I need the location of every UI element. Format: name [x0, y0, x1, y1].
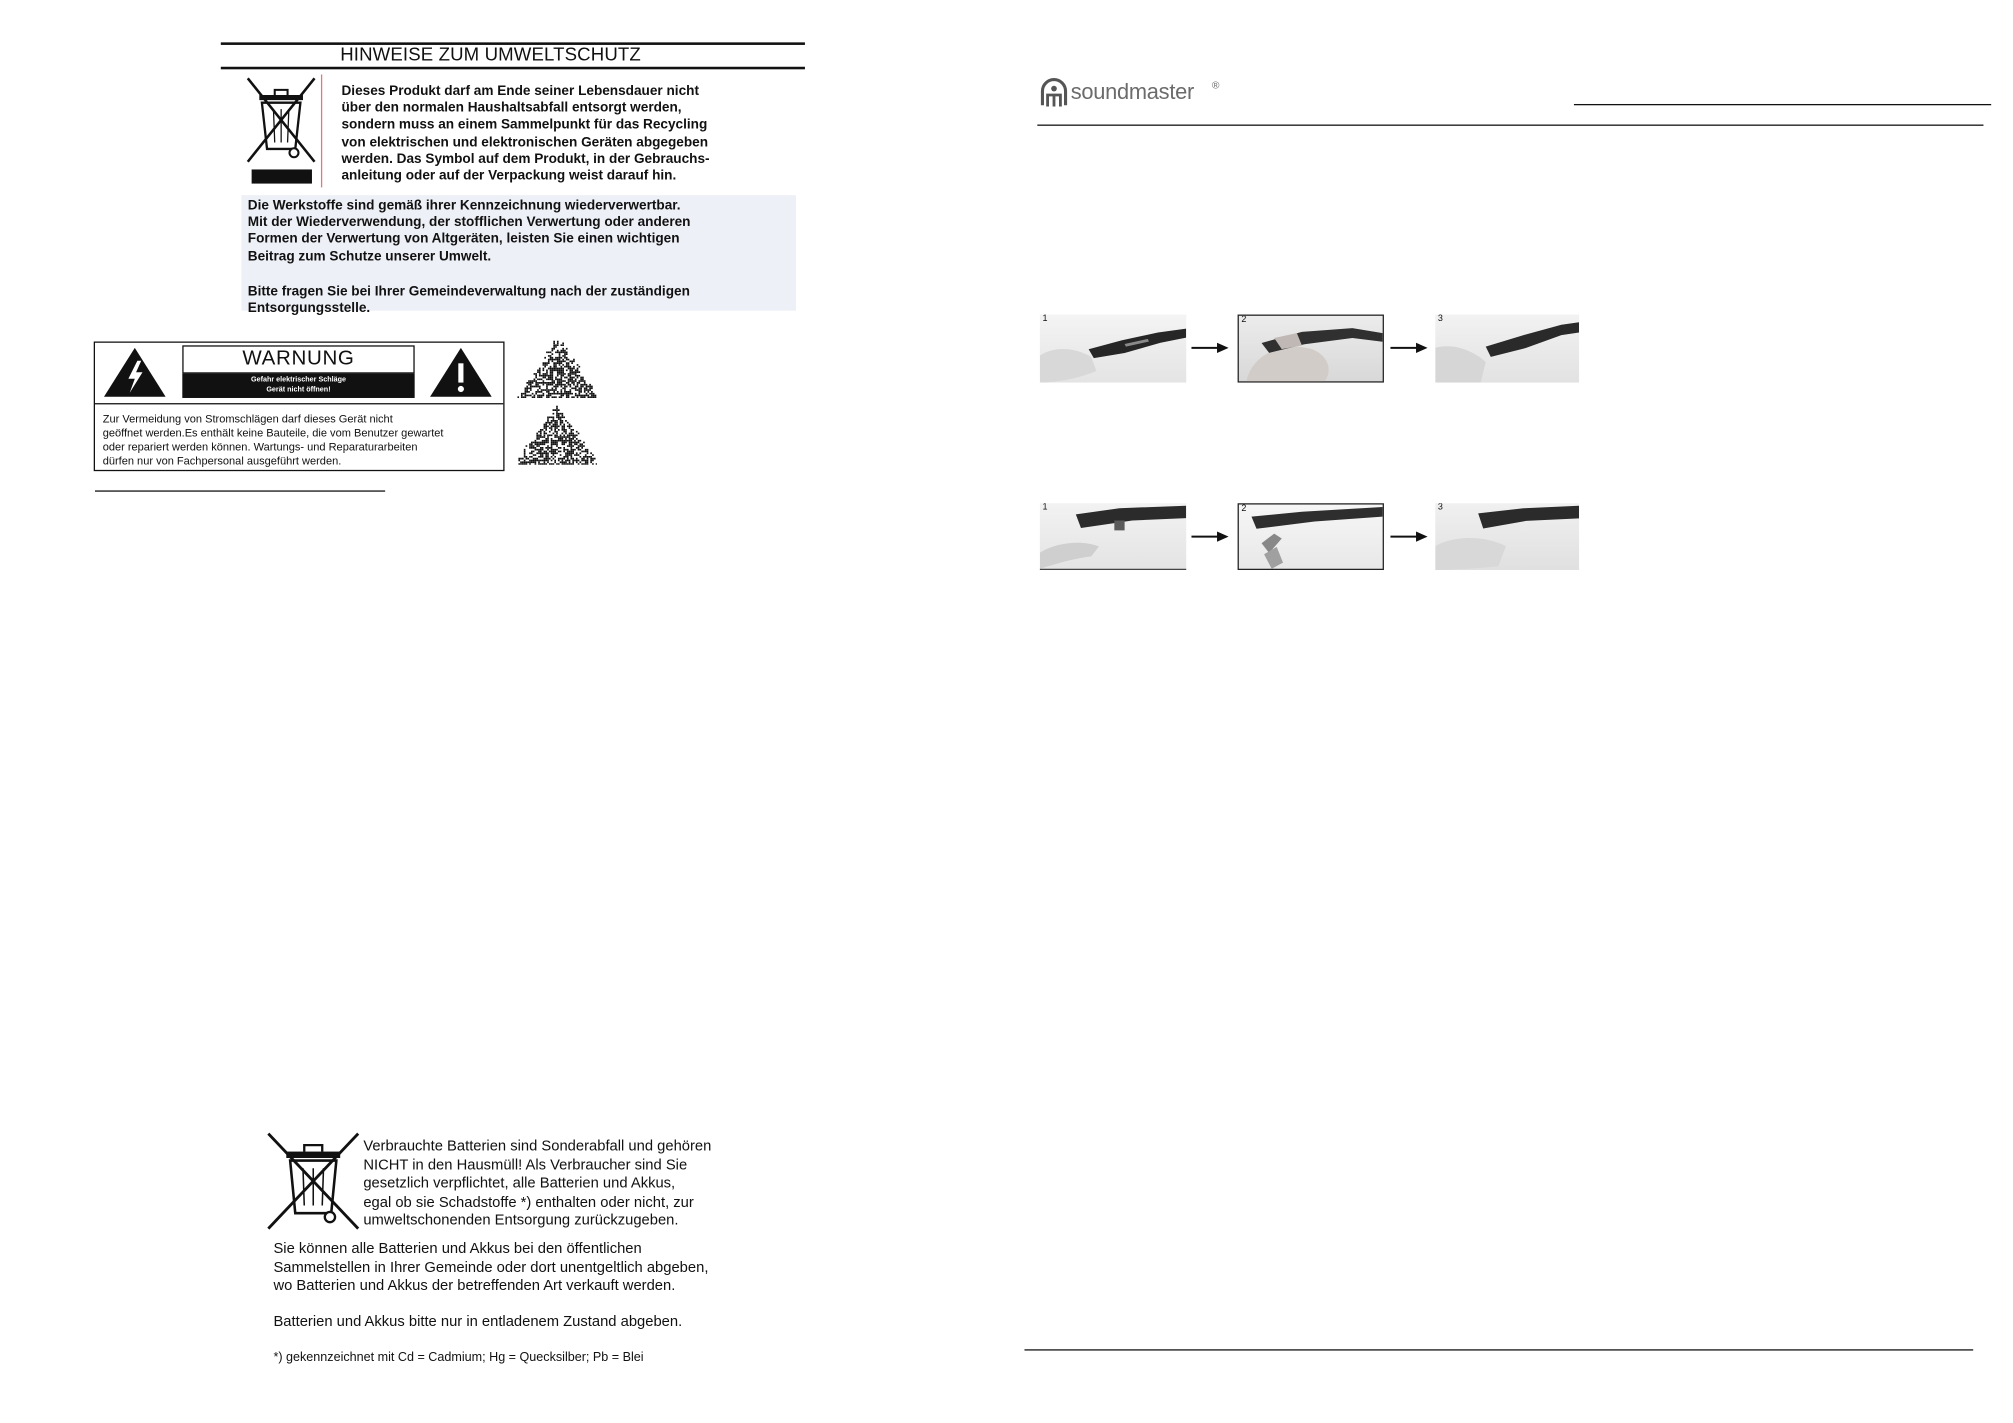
tonearm-shape	[1251, 507, 1382, 529]
warning-body	[103, 412, 444, 468]
battery-intro	[363, 1137, 711, 1230]
brand-logo	[1039, 74, 1232, 110]
step-photo	[1040, 315, 1186, 383]
soundmaster-logo-icon	[1040, 77, 1068, 108]
battery-line: NICHT in den Hausmüll! Als Verbraucher sind Sie	[363, 1157, 688, 1173]
battery-line: gesetzlich verpflichtet, alle Batterien und Akkus,	[363, 1175, 676, 1192]
materials-line: Formen der Verwertung von Altgeräten, leisten Sie einen wichtigen	[247, 231, 680, 248]
tonearm-shape	[1486, 322, 1579, 357]
environment-intro	[341, 83, 709, 185]
arrow-right-icon	[1191, 530, 1230, 543]
hand-shape	[1040, 349, 1096, 383]
tonearm-shape	[1478, 506, 1579, 529]
collection-line: Sammelstellen in Ihrer Gemeinde oder dort unentgeltlich abgeben,	[273, 1260, 709, 1276]
warning-line: geöffnet werden.Es enthält keine Bauteile, die vom Benutzer gewartet	[102, 426, 444, 440]
collection-line: Sie können alle Batterien und Akkus bei den öffentlichen	[273, 1241, 642, 1257]
step-photo	[1435, 315, 1579, 383]
environment-heading: HINWEISE ZUM UMWELTSCHUTZ	[340, 44, 641, 66]
step-number: 3	[1437, 314, 1443, 324]
photo-illustration	[1435, 315, 1579, 383]
intro-line: werden. Das Symbol auf dem Produkt, in der Gebrauchs-	[341, 151, 710, 167]
step-number: 2	[1241, 504, 1247, 514]
warning-line: dürfen nur von Fachpersonal ausgeführt werden.	[102, 454, 342, 468]
photo-illustration	[1040, 315, 1186, 383]
caption-line: Gefahr elektrischer Schläge	[250, 376, 346, 384]
photo-illustration	[1435, 503, 1579, 570]
photo-illustration	[1239, 316, 1383, 381]
intro-line: Dieses Produkt darf am Ende seiner Lebensdauer nicht	[341, 83, 699, 99]
tonearm-shape	[1076, 506, 1186, 528]
heading-bottom-rule	[221, 67, 805, 69]
photo-illustration	[1040, 503, 1186, 568]
speckled-triangle-mark	[515, 406, 597, 465]
crossed-out-bin-icon	[266, 1131, 361, 1231]
collection-line: wo Batterien und Akkus der betreffenden Art verkauft werden.	[273, 1278, 676, 1295]
section-underline	[95, 490, 385, 491]
lightning-triangle-icon	[103, 347, 167, 398]
hand-shape	[1040, 543, 1099, 569]
exclamation-triangle-icon	[429, 347, 493, 398]
materials-line: Beitrag zum Schutze unserer Umwelt.	[247, 248, 492, 264]
warning-divider	[95, 403, 503, 404]
step-number: 3	[1437, 503, 1443, 513]
battery-line: Verbrauchte Batterien sind Sonderabfall und gehören	[363, 1138, 712, 1155]
intro-line: sondern muss an einem Sammelpunkt für das Recycling	[341, 117, 708, 133]
intro-line: anleitung oder auf der Verpackung weist darauf hin.	[341, 168, 677, 184]
battery-line: egal ob sie Schadstoffe *) enthalten oder nicht, zur	[363, 1194, 694, 1210]
speckled-triangle-mark	[517, 339, 597, 398]
weee-black-bar	[252, 169, 312, 183]
speckle-texture	[517, 341, 596, 398]
photo-illustration	[1239, 505, 1383, 569]
hand-shape	[1435, 346, 1485, 382]
step-number: 2	[1241, 315, 1247, 325]
arrow-right-icon	[1390, 530, 1429, 543]
warning-line: Zur Vermeidung von Stromschlägen darf dieses Gerät nicht	[102, 412, 393, 425]
battery-discharge-note: Batterien und Akkus bitte nur in entladenem Zustand abgeben.	[273, 1314, 683, 1331]
step-photo	[1238, 503, 1384, 570]
materials-line: Die Werkstoffe sind gemäß ihrer Kennzeichnung wiederverwertbar.	[247, 197, 681, 214]
stylus-shape	[1264, 547, 1283, 569]
speckle-texture	[518, 406, 597, 465]
battery-line: umweltschonenden Entsorgung zurückzugeben.	[363, 1213, 679, 1229]
battery-collection	[273, 1240, 708, 1296]
crossed-out-bin-icon	[244, 74, 318, 166]
arrow-right-icon	[1191, 341, 1230, 354]
contact-line: Entsorgungsstelle.	[247, 300, 371, 317]
materials-line: Mit der Wiederverwendung, der stofflichen Verwertung oder anderen	[247, 214, 691, 231]
hand-shape	[1246, 347, 1328, 382]
warning-title: WARNUNG	[182, 345, 414, 373]
battery-footnote: *) gekennzeichnet mit Cd = Cadmium; Hg = Quecksilber; Pb = Blei	[273, 1350, 644, 1365]
environment-materials	[248, 198, 691, 266]
brand-name: soundmaster	[1070, 79, 1195, 104]
warning-label	[94, 341, 505, 471]
accent-vertical-rule	[321, 74, 322, 187]
intro-line: von elektrischen und elektronischen Geräten abgegeben	[341, 134, 709, 150]
header-long-rule	[1037, 125, 1983, 126]
registered-mark: ®	[1211, 79, 1220, 92]
arrow-right-icon	[1390, 341, 1429, 354]
step-number: 1	[1042, 503, 1048, 513]
intro-line: über den normalen Haushaltsabfall entsorgt werden,	[341, 100, 682, 116]
footer-rule	[1024, 1349, 1973, 1350]
warning-line: oder repariert werden können. Wartungs- und Reparaturarbeiten	[102, 440, 418, 454]
contact-line: Bitte fragen Sie bei Ihrer Gemeindeverwaltung nach der zuständigen	[247, 283, 690, 300]
hand-shape	[1435, 538, 1506, 570]
environment-contact	[248, 284, 690, 318]
header-short-rule	[1574, 104, 1991, 105]
step-number: 1	[1042, 314, 1048, 324]
caption-line: Gerät nicht öffnen!	[266, 385, 331, 394]
step-photo	[1040, 503, 1186, 570]
step-photo	[1435, 503, 1579, 570]
step-photo	[1238, 315, 1384, 383]
stylus-shape	[1114, 521, 1124, 531]
warning-caption	[182, 374, 414, 398]
